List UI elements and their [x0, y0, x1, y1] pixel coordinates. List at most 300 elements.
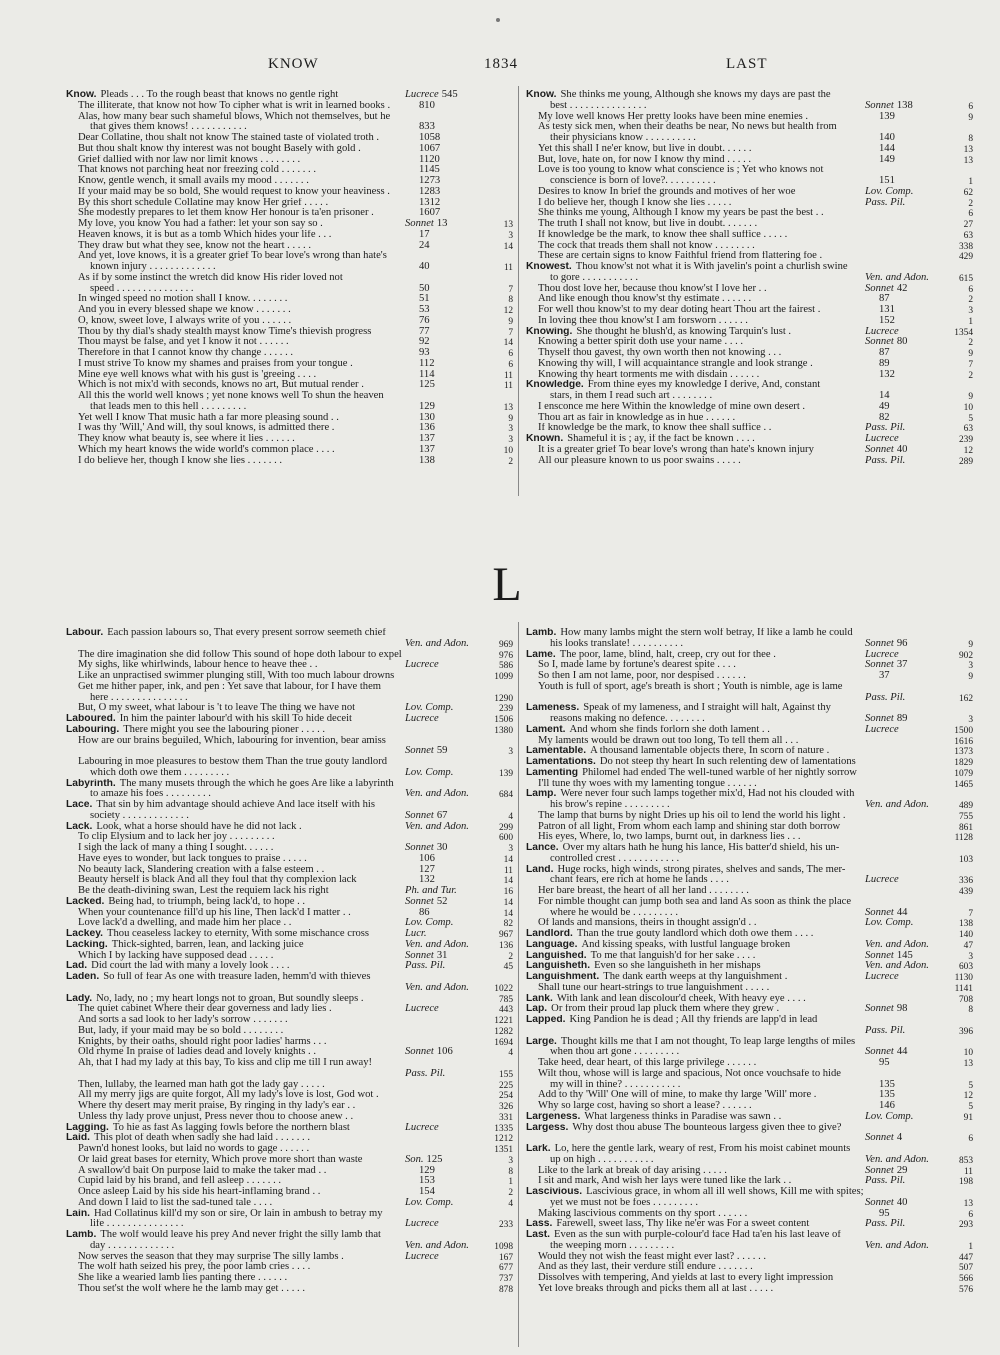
concordance-line	[526, 284, 973, 295]
work-title: Lucrece	[405, 659, 439, 671]
line-number: 447	[958, 1252, 973, 1263]
headword: Lament.	[526, 724, 566, 735]
quotation-body: Heaven knows, it is but as a tomb Which hides your life . . .	[78, 229, 332, 240]
quotation-text	[526, 843, 945, 854]
work-title: Ven. and Adon.	[405, 938, 469, 950]
quotation-body: Her bare breast, the heart of all her land . . . . . . . .	[538, 886, 749, 896]
concordance-line	[66, 1026, 513, 1037]
line-number: 507	[958, 1263, 973, 1274]
concordance-column-left-top	[66, 90, 513, 466]
quotation-text	[66, 714, 421, 725]
concordance-line	[526, 1273, 973, 1284]
quotation-body: The cock that treads them shall not know . . . . . . . .	[538, 240, 755, 251]
line-number: 155	[498, 1069, 513, 1080]
quotation-body: How are our brains beguiled, Which, labouring for invention, bear amiss	[78, 735, 386, 746]
headword: Lameness.	[526, 703, 580, 714]
line-number: 677	[498, 1263, 513, 1274]
quotation-text	[78, 660, 421, 671]
work-reference	[865, 101, 949, 112]
concordance-line	[526, 1198, 973, 1209]
work-reference	[405, 359, 489, 370]
quotation-text	[78, 908, 435, 919]
line-number: 3	[508, 435, 513, 445]
quotation-text	[78, 1026, 485, 1037]
work-title: Sonnet	[865, 443, 894, 455]
quotation-body: I must strive To know my shames and praises from your tongue .	[78, 358, 353, 369]
sonnet-number: 138	[419, 454, 435, 466]
work-title: Ven. and Adon.	[865, 1153, 929, 1165]
work-reference	[405, 854, 489, 865]
concordance-line	[526, 251, 973, 262]
line-number: 27	[963, 220, 973, 230]
line-number: 785	[498, 994, 513, 1005]
concordance-line	[66, 327, 513, 338]
quotation-text	[538, 294, 895, 305]
quotation-body: So then I am not lame, poor, nor despised . . . . . .	[538, 671, 746, 681]
line-number: 1099	[494, 672, 513, 682]
quotation-text	[538, 736, 945, 747]
quotation-body: I sit and mark, And wish her lays were tuned like the lark . .	[538, 1176, 792, 1187]
work-title: Sonnet	[865, 282, 894, 294]
concordance-line	[66, 155, 513, 166]
line-number: 10	[963, 402, 973, 413]
quotation-text	[90, 122, 435, 133]
line-number: 737	[498, 1274, 513, 1284]
quotation-body: yet we must not be foes . . . . . . . . .	[550, 1197, 698, 1208]
quotation-text	[538, 413, 895, 424]
line-number: 12	[963, 445, 973, 456]
concordance-line	[66, 284, 513, 295]
quotation-body: Thyself thou gavest, thy own worth then not knowing . . .	[538, 348, 782, 358]
concordance-line	[526, 736, 973, 747]
line-number: 11	[503, 263, 513, 273]
concordance-line	[66, 940, 513, 951]
quotation-text	[90, 1219, 421, 1230]
concordance-line	[526, 1241, 973, 1252]
headword: Largeness.	[526, 1111, 581, 1122]
concordance-line	[66, 359, 513, 370]
quotation-body: Yet love breaks through and picks them all at last . . . . .	[538, 1283, 774, 1294]
work-reference	[405, 983, 489, 994]
quotation-body: In him the painter labour'd with his skill To hide deceit	[119, 714, 353, 724]
quotation-text	[78, 1273, 485, 1284]
line-number: 8	[968, 134, 973, 144]
sonnet-number: 135	[879, 1089, 895, 1101]
line-number: 91	[963, 1112, 973, 1123]
quotation-text	[66, 1123, 421, 1134]
work-title: Lucrece	[865, 723, 899, 735]
quotation-text	[78, 918, 421, 929]
headword: Landlord.	[526, 929, 573, 939]
quotation-body: when thou art gone . . . . . . . . .	[550, 1047, 680, 1058]
line-number: 9	[508, 316, 513, 327]
line-number: 3	[968, 306, 973, 316]
line-number: 8	[508, 1166, 513, 1177]
quotation-body: Pleads . . . To the rough beast that knows no gentle right	[100, 90, 339, 100]
concordance-line	[66, 1080, 513, 1091]
headword: Know.	[66, 90, 97, 100]
concordance-line	[526, 1155, 973, 1166]
work-title: Lucrece	[405, 89, 439, 100]
sonnet-number: 30	[436, 842, 448, 853]
quotation-text	[78, 1262, 485, 1273]
quotation-body: The many musets through the which he goes Are like a labyrinth	[119, 778, 394, 789]
work-reference	[405, 1123, 489, 1134]
line-number: 3	[508, 230, 513, 241]
work-title: Pass. Pil.	[865, 1024, 906, 1036]
line-number: 1354	[954, 327, 973, 338]
line-number: 684	[498, 790, 513, 801]
line-number: 576	[958, 1284, 973, 1295]
concordance-line	[526, 445, 973, 456]
sonnet-number: 87	[879, 347, 890, 358]
quotation-body: Knights, by their oaths, should right poor ladies' harms . . .	[78, 1036, 327, 1047]
sonnet-number: 151	[879, 175, 895, 186]
line-number: 6	[968, 1209, 973, 1220]
quotation-body: And you in every blessed shape we know . . . . . . .	[78, 305, 291, 315]
work-reference	[865, 875, 949, 886]
quotation-body: Now serves the season that they may surprise The silly lambs .	[78, 1251, 344, 1262]
line-number: 1506	[494, 715, 513, 725]
line-number: 755	[958, 811, 973, 822]
line-number: 586	[498, 661, 513, 672]
work-reference	[865, 1058, 949, 1069]
running-head	[0, 56, 1000, 76]
line-number: 1282	[494, 1026, 513, 1037]
line-number: 1351	[494, 1145, 513, 1155]
line-number: 861	[958, 822, 973, 833]
concordance-line	[66, 1112, 513, 1123]
quotation-text	[78, 1166, 435, 1177]
quotation-body: Knowing a better spirit doth use your name . . . .	[538, 337, 744, 348]
work-reference	[405, 241, 489, 252]
concordance-line	[526, 1209, 973, 1220]
work-reference	[405, 144, 489, 155]
work-reference	[865, 144, 949, 155]
work-title: Pass. Pil.	[865, 1175, 906, 1187]
line-number: 1130	[954, 973, 973, 983]
concordance-line	[66, 1284, 513, 1295]
quotation-text	[538, 370, 895, 381]
work-reference	[405, 961, 489, 972]
quotation-text	[526, 650, 881, 661]
concordance-line	[526, 198, 973, 209]
concordance-line	[66, 1198, 513, 1209]
work-title: Ven. and Adon.	[405, 820, 469, 832]
concordance-line	[66, 822, 513, 833]
concordance-line	[526, 1090, 973, 1101]
line-number: 1212	[494, 1134, 513, 1145]
line-number: 14	[503, 876, 513, 887]
line-number: 10	[503, 445, 513, 456]
work-reference	[865, 155, 949, 166]
quotation-body: When your countenance fill'd up his line, Then lack'd I matter . .	[78, 907, 351, 918]
work-reference	[405, 456, 489, 467]
work-reference	[405, 789, 489, 800]
concordance-line	[526, 348, 973, 359]
concordance-line	[526, 413, 973, 424]
concordance-line	[526, 423, 973, 434]
concordance-line	[66, 198, 513, 209]
quotation-body: chant fears, ere rich at home he lands . . . .	[550, 875, 729, 886]
line-number: 6	[508, 349, 513, 359]
headword: Language.	[526, 939, 578, 950]
line-number: 7	[508, 327, 513, 338]
sonnet-number: 67	[436, 809, 448, 821]
work-reference	[405, 305, 489, 316]
quotation-text	[538, 402, 895, 413]
quotation-text	[538, 359, 895, 370]
column-divider-bottom	[518, 622, 519, 1347]
quotation-body: The truth I shall not know, but live in doubt. . . . . . .	[538, 219, 758, 229]
work-reference	[405, 155, 489, 166]
quotation-body: conscience is born of love?. . . . . . . . . .	[550, 176, 716, 186]
sonnet-number: 132	[419, 874, 435, 886]
quotation-text	[538, 337, 881, 348]
concordance-line	[66, 671, 513, 682]
line-number: 3	[508, 1155, 513, 1166]
running-head-right: LAST	[726, 56, 768, 72]
concordance-line	[526, 187, 973, 198]
headword: Labour.	[66, 628, 104, 638]
quotation-body: These are certain signs to know Faithful friend from flattering foe .	[538, 251, 823, 262]
quotation-body: their physicians know . . . . . . . . . .	[550, 133, 696, 143]
line-number: 9	[968, 639, 973, 650]
concordance-line	[66, 391, 513, 402]
quotation-text	[538, 284, 881, 295]
quotation-text	[526, 746, 945, 757]
quotation-text	[538, 187, 881, 198]
work-reference	[405, 187, 489, 198]
work-reference	[405, 822, 489, 833]
work-reference	[405, 1252, 489, 1263]
line-number: 9	[508, 413, 513, 424]
quotation-text	[90, 1241, 421, 1252]
quotation-body: best . . . . . . . . . . . . . . .	[550, 100, 647, 111]
sonnet-number: 136	[419, 422, 435, 434]
quotation-text	[78, 273, 485, 284]
line-number: 1079	[954, 768, 973, 779]
line-number: 82	[503, 919, 513, 930]
quotation-text	[526, 757, 945, 768]
quotation-text	[78, 305, 435, 316]
line-number: 4	[508, 1198, 513, 1209]
concordance-line	[526, 682, 973, 693]
quotation-text	[538, 660, 881, 671]
sonnet-number: 89	[896, 713, 908, 724]
sonnet-number: 106	[436, 1046, 453, 1058]
concordance-line	[526, 305, 973, 316]
work-reference	[405, 219, 489, 230]
concordance-line	[526, 337, 973, 348]
quotation-body: Speak of my lameness, and I straight will halt, Against thy	[583, 703, 831, 714]
work-title: Pass. Pil.	[865, 422, 906, 434]
concordance-line	[66, 219, 513, 230]
headword: Lady.	[66, 993, 93, 1004]
concordance-line	[66, 1047, 513, 1058]
quotation-body: The dire imagination she did follow This sound of hope doth labour to expel	[78, 649, 402, 660]
quotation-text	[78, 380, 435, 391]
concordance-line	[66, 951, 513, 962]
quotation-text	[538, 241, 945, 252]
line-number: 7	[968, 908, 973, 919]
line-number: 3	[508, 844, 513, 854]
work-reference	[865, 660, 949, 671]
sonnet-number: 37	[879, 670, 890, 681]
line-number: 9	[968, 392, 973, 402]
quotation-text	[538, 918, 881, 929]
work-reference	[865, 1176, 949, 1187]
headword: Languishment.	[526, 972, 600, 982]
work-title: Lucrece	[865, 648, 899, 660]
sonnet-number: 145	[896, 949, 913, 961]
quotation-text	[550, 875, 881, 886]
quotation-body: Unless thy lady prove unjust, Press never thou to choose anew . .	[78, 1111, 354, 1122]
concordance-line	[526, 854, 973, 865]
quotation-text	[78, 316, 435, 327]
quotation-text	[78, 1187, 435, 1198]
quotation-text	[78, 413, 435, 424]
work-title: Lucrece	[865, 433, 899, 444]
headword: Land.	[526, 864, 554, 875]
work-title: Ven. and Adon.	[865, 960, 929, 972]
quotation-text	[550, 1155, 881, 1166]
quotation-body: To me that languish'd for her sake . . . .	[590, 950, 756, 961]
concordance-line	[66, 380, 513, 391]
quotation-text	[550, 1198, 881, 1209]
line-number: 489	[958, 801, 973, 811]
quotation-body: If your maid may be so bold, She would request to know your heaviness .	[78, 186, 390, 197]
quotation-body: life . . . . . . . . . . . . . . .	[90, 1219, 184, 1230]
quotation-text	[78, 843, 421, 854]
line-number: 976	[498, 650, 513, 661]
line-number: 429	[958, 252, 973, 263]
headword: Lamb.	[526, 628, 557, 638]
headword: Laid.	[66, 1133, 91, 1144]
line-number: 13	[503, 402, 513, 413]
quotation-text	[526, 940, 881, 951]
headword: Lascivious.	[526, 1187, 583, 1197]
concordance-line	[66, 251, 513, 262]
work-title: Pass. Pil.	[865, 196, 906, 208]
quotation-body: Know, gentle wench, it small avails my mood . . . . . . .	[78, 176, 309, 186]
line-number: 63	[963, 230, 973, 241]
line-number: 138	[958, 919, 973, 930]
quotation-body: Why so large cost, having so short a lease? . . . . . .	[538, 1101, 752, 1111]
line-number: 1500	[954, 725, 973, 736]
work-title: Lov. Comp.	[865, 185, 914, 197]
work-reference	[405, 370, 489, 381]
quotation-body: They know what beauty is, see where it lies . . . . . .	[78, 434, 295, 444]
quotation-body: where he would be . . . . . . . . .	[550, 907, 678, 918]
line-number: 2	[968, 198, 973, 209]
quotation-text	[78, 682, 485, 693]
line-number: 5	[968, 1080, 973, 1091]
sonnet-number: 833	[419, 121, 435, 133]
quotation-text	[78, 1252, 421, 1263]
quotation-text	[78, 423, 435, 434]
quotation-body: day . . . . . . . . . . . . .	[90, 1240, 175, 1251]
line-number: 299	[498, 822, 513, 833]
concordance-line	[526, 779, 973, 790]
work-reference	[865, 1241, 949, 1252]
concordance-line	[66, 1144, 513, 1155]
work-title: Pass. Pil.	[865, 1218, 906, 1230]
quotation-text	[66, 929, 421, 940]
quotation-body: She thinks me young, Although she knows my days are past the	[560, 90, 831, 100]
quotation-body: Where thy desert may merit praise, By ringing in thy lady's ear . .	[78, 1101, 356, 1111]
sonnet-number: 129	[419, 400, 435, 412]
line-number: 1221	[494, 1016, 513, 1026]
quotation-body: No beauty lack, Slandering creation with a false esteem . .	[78, 864, 325, 875]
quotation-body: speed . . . . . . . . . . . . . . .	[90, 283, 194, 294]
work-reference	[405, 337, 489, 348]
work-reference	[405, 413, 489, 424]
quotation-body: Ah, that I had my lady at this bay, To kiss and clip me till I run away!	[78, 1058, 373, 1068]
headword: Lank.	[526, 993, 553, 1004]
work-reference	[405, 198, 489, 209]
concordance-line	[526, 660, 973, 671]
quotation-text	[526, 327, 881, 338]
quotation-text	[90, 284, 435, 295]
quotation-body: The dank earth weeps at thy languishment .	[603, 972, 788, 982]
sonnet-number: 96	[896, 637, 908, 649]
headword: Lamenting	[526, 767, 579, 778]
quotation-body: This plot of death when sadly she had laid . . . . . . .	[94, 1133, 310, 1144]
line-number: 6	[968, 101, 973, 112]
quotation-body: Each passion labours so, That every present sorrow seemeth chief	[107, 628, 386, 638]
concordance-line	[66, 434, 513, 445]
line-number: 439	[958, 887, 973, 897]
quotation-body: Did court the lad with many a lovely look . . . .	[91, 961, 290, 972]
line-number: 103	[958, 854, 973, 865]
quotation-text	[78, 434, 435, 445]
quotation-body: With lank and lean discolour'd cheek, With heavy eye . . . .	[556, 993, 806, 1004]
work-reference	[405, 639, 489, 650]
concordance-line	[526, 112, 973, 123]
headword: Knowledge.	[526, 380, 584, 391]
sonnet-number: 1120	[419, 153, 440, 165]
quotation-body: It is a greater grief To bear love's wrong than hate's known injury	[538, 444, 814, 455]
quotation-text	[78, 1155, 421, 1166]
concordance-line	[526, 1069, 973, 1080]
line-number: 4	[508, 1048, 513, 1059]
line-number: 11	[503, 865, 513, 876]
quotation-text	[66, 822, 421, 833]
concordance-line	[526, 1112, 973, 1123]
sonnet-number: 545	[441, 89, 458, 100]
line-number: 14	[503, 854, 513, 865]
quotation-text	[538, 112, 895, 123]
quotation-body: That knows not parching heat nor freezing cold . . . . . . .	[78, 165, 316, 176]
work-title: Ph. and Tur.	[405, 885, 457, 896]
line-number: 13	[963, 1059, 973, 1069]
work-title: Lov. Comp.	[405, 1196, 454, 1208]
headword: Laboured.	[66, 714, 116, 724]
concordance-line	[526, 875, 973, 886]
quotation-text	[90, 789, 421, 800]
quotation-body: How many lambs might the stern wolf betray, If like a lamb he could	[560, 628, 853, 638]
line-number: 2	[968, 370, 973, 381]
quotation-body: that leads men to this hell . . . . . . . . .	[90, 401, 247, 412]
quotation-text	[78, 1047, 421, 1058]
concordance-line	[66, 1166, 513, 1177]
headword: Lapped.	[526, 1015, 566, 1025]
quotation-text	[90, 768, 421, 779]
work-reference	[865, 1219, 949, 1230]
concordance-line	[526, 294, 973, 305]
work-reference	[865, 1026, 949, 1037]
